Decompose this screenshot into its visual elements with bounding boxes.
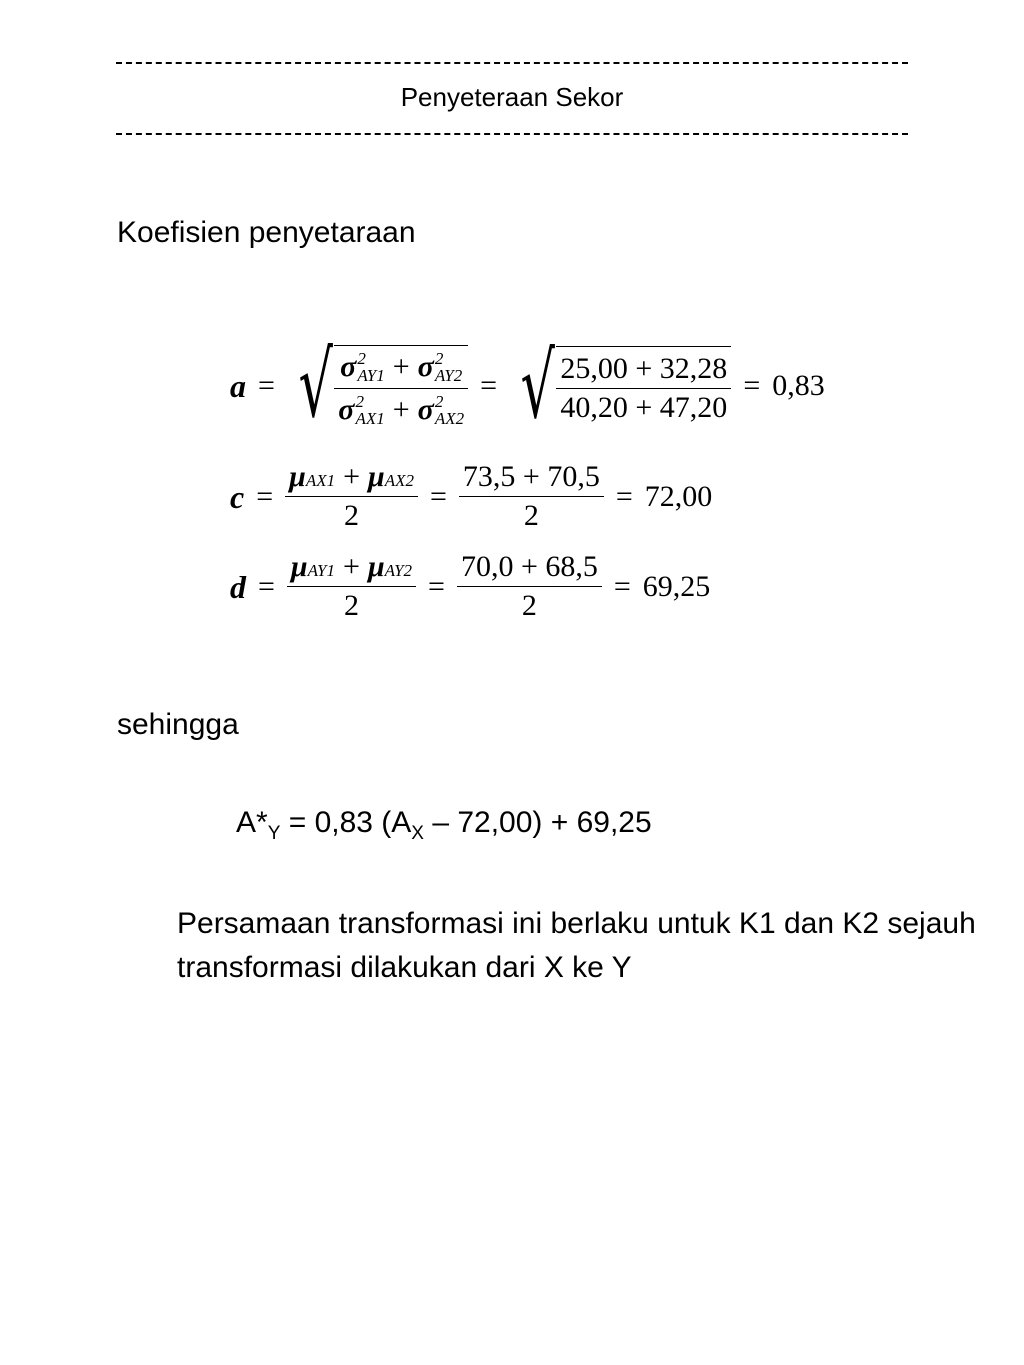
header-top-rule — [116, 62, 908, 64]
sqrt-sigma: √ σ 2 AY1 + σ 2 AY2 σ 2 AX1 + σ 2 AX2 — [287, 345, 468, 427]
page-title: Penyeteraan Sekor — [400, 82, 624, 112]
transformation-equation: $A*_Y = 0,83$ $(A_X - 72,00) + 69,25$ — [236, 806, 652, 844]
c-result: 72,00 — [644, 479, 713, 513]
var-a: a — [230, 368, 246, 404]
var-c: c — [230, 478, 245, 515]
c-num-values: 73,5 + 70,5 — [462, 460, 600, 493]
d-num-values: 70,0 + 68,5 — [460, 550, 598, 583]
conclusion-label: sehingga — [117, 708, 239, 741]
sqrt-values: √ $\frac{25,00 + 32,28}{40,20 + 47,20}$ — [509, 346, 731, 427]
d-result: 69,25 — [642, 569, 711, 603]
a-num-values: 25,00 + 32,28 — [560, 352, 728, 385]
a-den-values: 40,20 + 47,20 — [560, 391, 728, 424]
transformation-note: Persamaan transformasi ini berlaku untuk K1 dan K2 sejauh transformasi dilakukan dari X ke Y — [177, 907, 976, 984]
a-result: 0,83 — [772, 369, 825, 402]
header-bottom-rule — [116, 133, 908, 135]
section-label: Koefisien penyetaraan — [117, 216, 416, 249]
var-d: d — [230, 568, 246, 605]
